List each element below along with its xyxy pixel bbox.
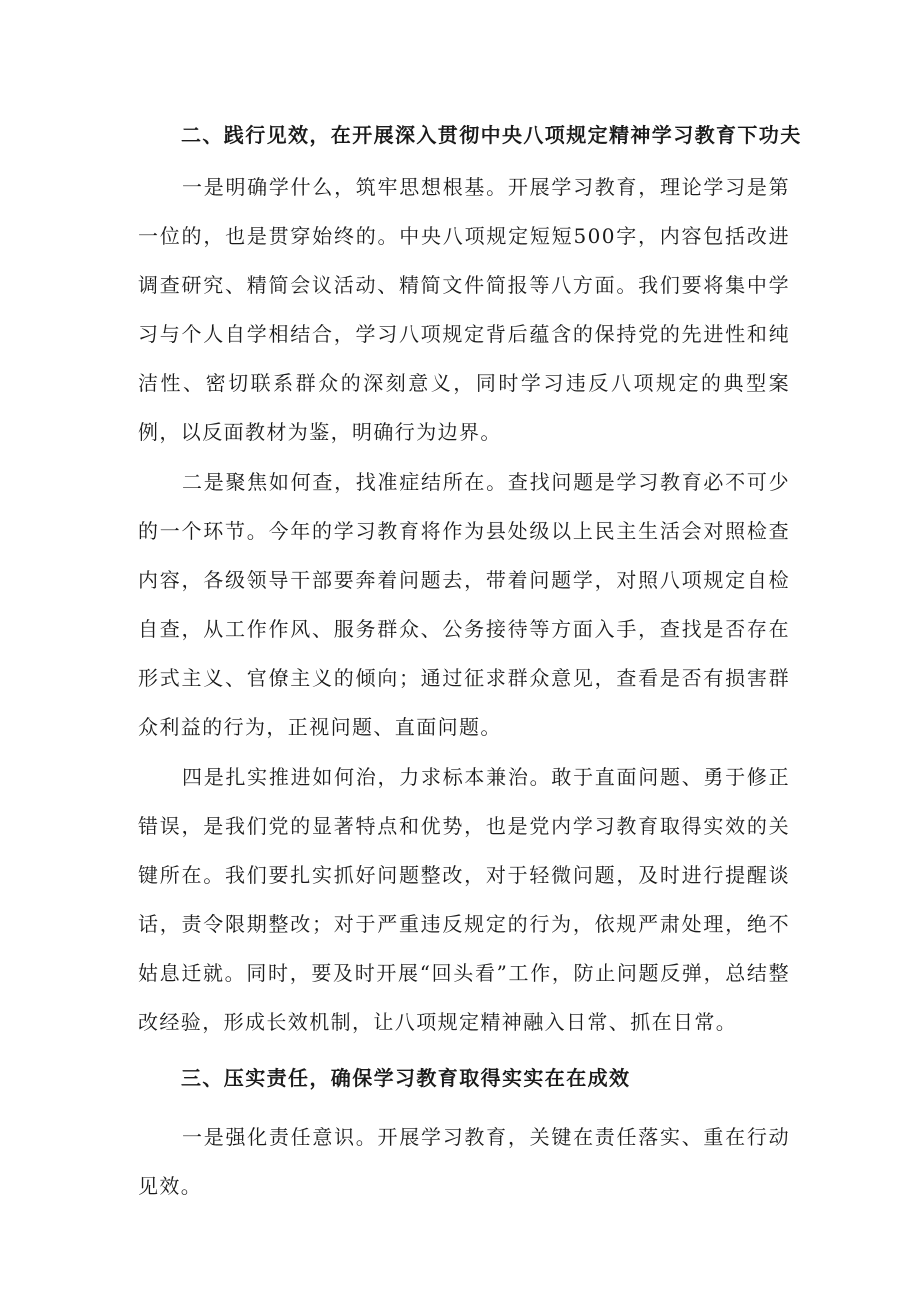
paragraph-how-to-check: 二是聚焦如何查，找准症结所在。查找问题是学习教育必不可少的一个环节。今年的学习教育将作为县处级以上民主生活会对照检查内容，各级领导干部要奔着问题去，带着问题学，对照八项规定自检自查，从工作作风、服务群众、公务接待等方面入手，查找是否存在形式主义、官僚主义的倾向；通过征求群众意见，查看是否有损害群众利益的行为，正视问题、直面问题。: [138, 470, 790, 739]
paragraph-responsibility: 一是强化责任意识。开展学习教育，关键在责任落实、重在行动见效。: [138, 1125, 790, 1198]
section-heading-3: 三、压实责任，确保学习教育取得实实在在成效: [181, 1066, 631, 1090]
paragraph-what-to-learn: 一是明确学什么，筑牢思想根基。开展学习教育，理论学习是第一位的，也是贯穿始终的。中央八项规定短短500字，内容包括改进调查研究、精简会议活动、精简文件简报等八方面。我们要将集中学习与个人自学相结合，学习八项规定背后蕴含的保持党的先进性和纯洁性、密切联系群众的深刻意义，同时学习违反八项规定的典型案例，以反面教材为鉴，明确行为边界。: [138, 175, 790, 444]
paragraph-how-to-fix: 四是扎实推进如何治，力求标本兼治。敢于直面问题、勇于修正错误，是我们党的显著特点和优势，也是党内学习教育取得实效的关键所在。我们要扎实抓好问题整改，对于轻微问题，及时进行提醒谈话，责令限期整改；对于严重违反规定的行为，依规严肃处理，绝不姑息迁就。同时，要及时开展“回头看”工作，防止问题反弹，总结整改经验，形成长效机制，让八项规定精神融入日常、抓在日常。: [138, 765, 790, 1034]
section-heading-2: 二、践行见效，在开展深入贯彻中央八项规定精神学习教育下功夫: [181, 123, 802, 147]
